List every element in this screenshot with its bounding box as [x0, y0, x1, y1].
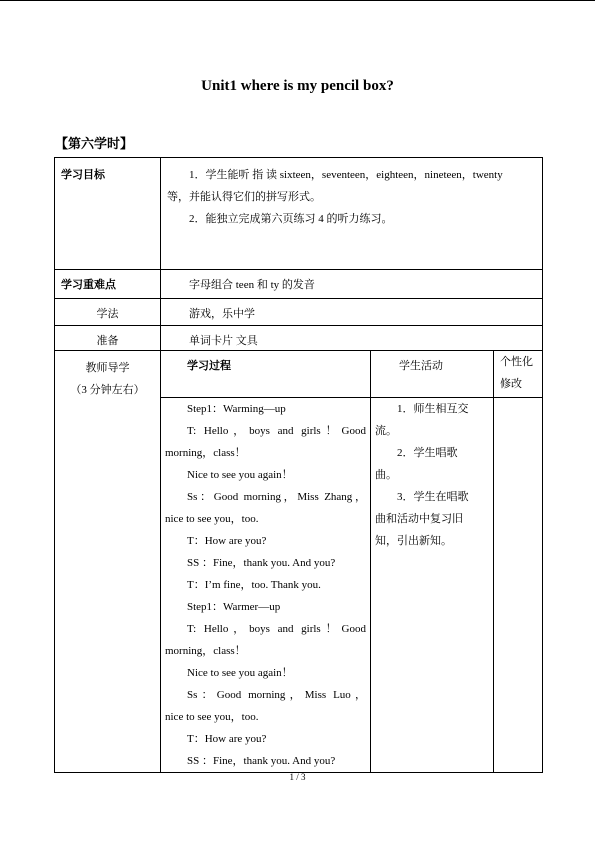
personal-cell: [494, 398, 543, 773]
process-line: SS ：Fine，thank you. And you?: [187, 755, 336, 767]
process-line: Nice to see you again！: [187, 667, 293, 679]
prep-label: 准备: [55, 326, 161, 351]
goals-row: [55, 158, 543, 270]
personal-header-line-1: 个性化: [500, 356, 533, 368]
process-line: T：How are you?: [187, 733, 267, 745]
process-line: Step1：Warming—up: [187, 403, 286, 415]
goal-line-1-cont: 等，并能认得它们的拼写形式。: [167, 191, 321, 203]
activity-line: 2．学生唱歌: [397, 447, 458, 459]
header-row: [55, 351, 543, 398]
document-title: Unit1 where is my pencil box?: [201, 78, 394, 94]
guide-cell: [55, 351, 161, 773]
process-line: Ss：Good morning，Miss Luo，: [187, 689, 366, 701]
process-line: morning，class！: [165, 645, 246, 657]
page-number: 1 / 3: [289, 772, 306, 782]
personal-header: [494, 351, 543, 398]
activity-line: 曲。: [375, 469, 397, 481]
goals-content: [161, 158, 543, 270]
goal-line-2: 2．能独立完成第六页练习 4 的听力练习。: [189, 213, 393, 225]
process-line: Step1：Warmer—up: [187, 601, 281, 613]
guide-time: （3 分钟左右）: [70, 384, 145, 396]
process-line: nice to see you，too.: [165, 513, 259, 525]
top-rule: [0, 0, 595, 1]
activity-cell: [371, 398, 494, 773]
process-line: nice to see you，too.: [165, 711, 259, 723]
process-line: morning，class！: [165, 447, 246, 459]
activity-line: 1．师生相互交: [397, 403, 469, 415]
process-line: T：How are you?: [187, 535, 267, 547]
process-line: T: Hello，boys and girls！Good: [187, 623, 366, 635]
method-label: 学法: [55, 299, 161, 326]
method-value: 游戏，乐中学: [161, 299, 543, 326]
activity-line: 3．学生在唱歌: [397, 491, 469, 503]
personal-header-line-2: 修改: [500, 378, 522, 390]
focus-label: 学习重难点: [55, 270, 161, 299]
process-line: Nice to see you again！: [187, 469, 293, 481]
process-line: Ss：Good morning，Miss Zhang，: [187, 491, 366, 503]
goals-label: 学习目标: [55, 158, 161, 270]
focus-value: 字母组合 teen 和 ty 的发音: [161, 270, 543, 299]
lesson-plan-table: [54, 157, 543, 773]
goal-line-1: 1．学生能听 指 读 sixteen，seventeen，eighteen，nineteen，twenty: [189, 169, 503, 181]
prep-value: 单词卡片 文具: [161, 326, 543, 351]
process-cell: [161, 398, 371, 773]
activity-line: 曲和活动中复习旧: [375, 513, 463, 525]
prep-row: [55, 326, 543, 351]
process-line: SS ：Fine，thank you. And you?: [187, 557, 336, 569]
guide-label: 教师导学: [85, 362, 130, 374]
method-row: [55, 299, 543, 326]
section-heading: 【第六学时】: [55, 136, 134, 151]
process-line: T：I’m fine，too. Thank you.: [187, 579, 321, 591]
process-line: T: Hello，boys and girls！Good: [187, 425, 366, 437]
focus-row: [55, 270, 543, 299]
activity-line: 知，引出新知。: [375, 535, 452, 547]
activity-line: 流。: [375, 425, 397, 437]
process-header: 学习过程: [161, 351, 371, 398]
student-header: 学生活动: [371, 351, 494, 398]
